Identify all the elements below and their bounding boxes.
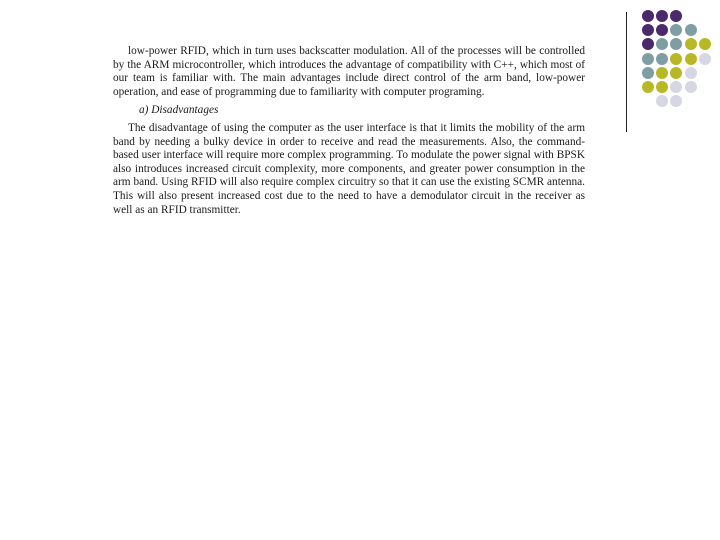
paragraph-disadvantages: The disadvantage of using the computer as the user interface is that it limits the mobility of the arm band by needing a bulky device in order to receive and read the measurements. Also, the command-based user interface will require more complex programming. To modulate the power signal with BPSK also introduces increased circuit complexity, more components, and greater power consumption in the arm band. Using RFID will also require complex circuitry so that it can use the existing SCMR antenna. This will also present increased cost due to the need to have a demodulator circuit in the receiver as well as an RFID transmitter. [113, 121, 585, 216]
decorative-dot [670, 81, 682, 93]
decorative-dot [670, 10, 682, 22]
decorative-dot [656, 53, 668, 65]
decorative-dot [670, 24, 682, 36]
decorative-dot [656, 95, 668, 107]
paragraph-advantages: low-power RFID, which in turn uses backscatter modulation. All of the processes will be controlled by the ARM microcontroller, which introduces the advantage of compatibility with C++, which most of our team is familiar with. The main advantages include direct control of the arm band, low-power operation, and ease of programming due to familiarity with computer programing. [113, 45, 585, 98]
decorative-dot [656, 10, 668, 22]
decorative-dot [685, 53, 697, 65]
decorative-dot-grid [642, 10, 720, 120]
decorative-dot [642, 53, 654, 65]
subheading-disadvantages: a) Disadvantages [139, 104, 219, 117]
decorative-dot [685, 24, 697, 36]
decorative-dot [642, 24, 654, 36]
decorative-dot [699, 53, 711, 65]
decorative-dot [670, 95, 682, 107]
decorative-dot [699, 38, 711, 50]
decorative-dot [656, 67, 668, 79]
decorative-dot [656, 24, 668, 36]
decorative-dot [685, 67, 697, 79]
document-text-block [113, 45, 585, 217]
decorative-dot [642, 38, 654, 50]
decorative-dot [685, 81, 697, 93]
decorative-dot [642, 10, 654, 22]
decorative-dot [656, 81, 668, 93]
vertical-divider-line [626, 12, 627, 132]
decorative-dot [642, 67, 654, 79]
decorative-dot [656, 38, 668, 50]
decorative-dot [642, 81, 654, 93]
decorative-dot [670, 67, 682, 79]
decorative-dot [670, 38, 682, 50]
decorative-dot [670, 53, 682, 65]
decorative-dot [685, 38, 697, 50]
